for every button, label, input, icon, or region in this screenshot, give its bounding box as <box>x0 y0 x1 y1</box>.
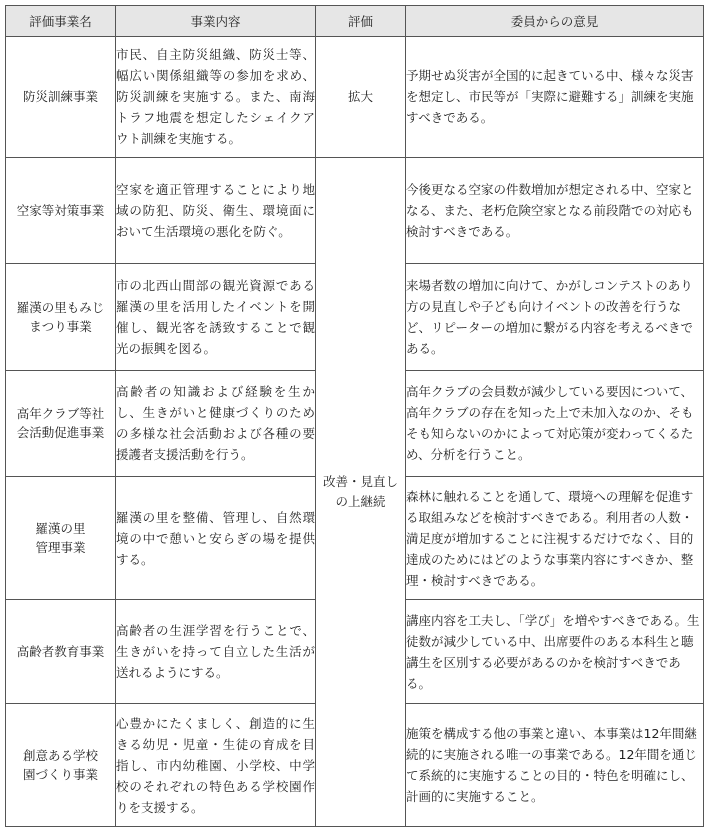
project-name-text: 羅漢の里管理事業 <box>35 521 86 555</box>
project-content: 市の北西山間部の観光資源である羅漢の里を活用したイベントを開催し、観光客を誘致することで観光の振興を図る。 <box>116 264 316 371</box>
project-content: 高齢者の知識および経験を生かし、生きがいと健康づくりのための多様な社会活動および各種の要援護者支援活動を行う。 <box>116 370 316 477</box>
table-row <box>6 37 704 158</box>
rating-text: 改善・見直しの上継続 <box>322 473 398 509</box>
project-name: 空家等対策事業 <box>6 157 116 264</box>
committee-opinion: 今後更なる空家の件数増加が想定される中、空家となる、また、老朽危険空家となる前段階での対応も検討すべきである。 <box>406 157 704 264</box>
project-content: 羅漢の里を整備、管理し、自然環境の中で憩いと安らぎの場を提供する。 <box>116 477 316 600</box>
committee-opinion: 講座内容を工夫し、「学び」を増やすべきである。生徒数が減少している中、出席要件のある本科生と聴講生を区別する必要があるのかを検討すべきである。 <box>406 599 704 704</box>
header-content: 事業内容 <box>116 6 316 37</box>
project-content: 市民、自主防災組織、防災士等、幅広い関係組織等の参加を求め、防災訓練を実施する。また、南海トラフ地震を想定したシェイクアウト訓練を実施する。 <box>116 37 316 158</box>
committee-opinion: 森林に触れることを通して、環境への理解を促進する取組みなどを検討すべきである。利用者の人数・満足度が増加することに注視するだけでなく、目的達成のためにはどのような事業内容にすべきか、整理・検討すべきである。 <box>406 477 704 600</box>
header-name: 評価事業名 <box>6 6 116 37</box>
rating-improve-continue <box>316 157 406 826</box>
project-name-text: 高年クラブ等社会活動促進事業 <box>16 406 105 441</box>
project-name: 高齢者教育事業 <box>6 599 116 704</box>
project-content: 高齢者の生涯学習を行うことで、生きがいを持って自立した生活が送れるようにする。 <box>116 599 316 704</box>
project-content: 心豊かにたくましく、創造的に生きる幼児・児童・生徒の育成を目指し、市内幼稚園、小学校、中学校のそれぞれの特色ある学校園作りを支援する。 <box>116 704 316 827</box>
table-row <box>6 157 704 264</box>
committee-opinion: 予期せぬ災害が全国的に起きている中、様々な災害を想定し、市民等が「実際に避難する」訓練を実施すべきである。 <box>406 37 704 158</box>
project-name-text: 創意ある学校園づくり事業 <box>22 748 98 783</box>
header-rating: 評価 <box>316 6 406 37</box>
project-name-text: 羅漢の里もみじまつり事業 <box>16 299 105 334</box>
project-content: 空家を適正管理することにより地域の防犯、防災、衛生、環境面において生活環境の悪化を防ぐ。 <box>116 157 316 264</box>
committee-opinion: 施策を構成する他の事業と違い、本事業は12年間継続的に実施される唯一の事業である。12年間を通じて系統的に実施することの目的・特色を明確にし、計画的に実施すること。 <box>406 704 704 827</box>
project-name: 防災訓練事業 <box>6 37 116 158</box>
project-name <box>6 477 116 600</box>
committee-opinion: 来場者数の増加に向けて、かがしコンテストのあり方の見直しや子ども向けイベントの改善を行うなど、リピーターの増加に繋がる内容を考えるべきである。 <box>406 264 704 371</box>
project-name <box>6 704 116 827</box>
evaluation-table <box>5 5 704 827</box>
header-opinion: 委員からの意見 <box>406 6 704 37</box>
project-name <box>6 264 116 371</box>
header-row <box>6 6 704 37</box>
rating-expand: 拡大 <box>316 37 406 158</box>
project-name <box>6 370 116 477</box>
committee-opinion: 高年クラブの会員数が減少している要因について、高年クラブの存在を知った上で未加入なのか、そもそも知らないのかによって対応策が変わってくるため、分析を行うこと。 <box>406 370 704 477</box>
